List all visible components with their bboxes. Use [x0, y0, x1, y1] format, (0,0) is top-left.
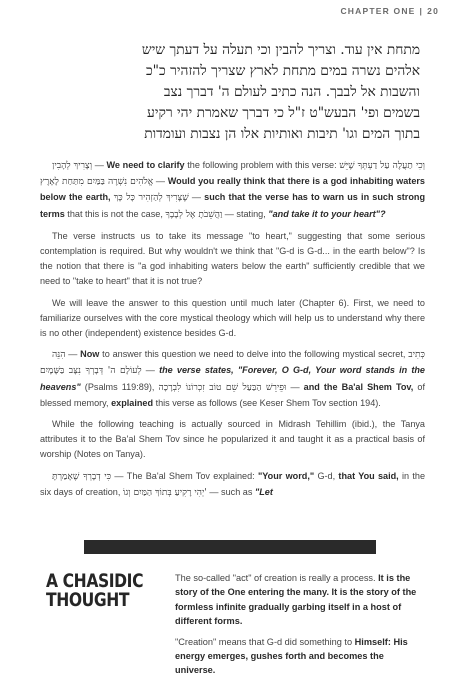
- text-run: that this is not the case,: [64, 208, 166, 219]
- hebrew-line: בשמים ופי' הבעש"ט ז"ל כי דברך שאמרת יהי רקיע: [147, 105, 420, 121]
- bold-phrase: We need to clarify: [106, 160, 185, 170]
- bold-phrase: that You said,: [338, 470, 399, 481]
- hebrew-line: והשבות אל לבבך. הנה כתיב לעולם ה' דברך נצב: [163, 84, 420, 100]
- hebrew-phrase: וְצָרִיךְ לְהָבִין: [52, 161, 93, 171]
- commentary-paragraph-3: We will leave the answer to this question until much later (Chapter 6). First, we need to familiarize ourselves with the core mystical theology which will help us to understand why there is no other (independent) existence besides G-d.: [40, 297, 425, 339]
- text-run: the following problem with this verse:: [184, 160, 340, 170]
- text-run: —: [153, 176, 168, 187]
- commentary-paragraph-1: [40, 158, 425, 223]
- text-run: (Psalms 119:89),: [80, 381, 159, 392]
- hebrew-phrase: שֶׁצָּרִיךְ לְהַזְהִיר כָּל כָּךְ: [113, 193, 189, 204]
- commentary-paragraph-4: [40, 347, 425, 411]
- hebrew-line: בתוך המים וגו' תיבות ואותיות אלו הן נצבות ועומדות: [144, 126, 420, 142]
- text-run: — such as: [206, 486, 255, 497]
- text-run: "Creation" means that G-d did something to: [175, 636, 355, 647]
- hebrew-line: מתחת אין עוד. וצריך להבין וכי תעלה על דעתך שיש: [141, 42, 420, 58]
- text-run: —: [141, 365, 160, 376]
- text-run: of blessed memory,: [40, 381, 425, 408]
- section-divider-bar: [84, 540, 376, 554]
- hebrew-source-text: [48, 40, 420, 145]
- bold-phrase: Now: [80, 349, 100, 360]
- commentary-paragraph-2: The verse instructs us to take its message "to heart," suggesting that some serious contemplation is required. But why wouldn't we think that "G-d is G-d... in the earth below"? Is the notion that there is "a god inhabiting waters below the earth" sufficiently credible that we need to "take to heart" that it is not true?: [40, 230, 425, 287]
- bold-phrase: Would you really think that there is a god inhabiting waters below the earth,: [40, 176, 425, 203]
- hebrew-phrase: כְּתִיב לְעוֹלָם ה' דְּבָרְךָ נִצָּב בַּשָּׁמָיִם: [40, 350, 425, 377]
- page-header: [340, 6, 439, 16]
- title-line: A CHASIDIC: [46, 570, 144, 592]
- commentary-paragraph-5: While the following teaching is actually sourced in Midrash Tehillim (ibid.), the Tanya attributes it to the Ba'al Shem Tov since he popularized it and taught it as a practical basis of worship (Notes on Tanya).: [40, 419, 425, 460]
- bold-phrase: It is the story of the One entering the many. It is the story of the formless infinite gradually garbing itself in a host of different forms.: [175, 573, 417, 627]
- chasidic-thought-title: [46, 572, 144, 610]
- header-separator: |: [419, 6, 424, 16]
- text-run: —: [286, 381, 304, 392]
- chasidic-thought-body: [175, 571, 425, 684]
- hebrew-line: אלהים נשרה במים מתחת לארץ שצריך להזהיר כ"כ: [145, 63, 420, 79]
- bold-phrase: and the Ba'al Shem Tov,: [303, 381, 414, 392]
- hebrew-phrase: כִּי דְבָרְךָ שֶׁאָמַרְתָּ: [52, 471, 112, 482]
- text-run: — stating,: [222, 208, 269, 219]
- text-run: —: [188, 192, 205, 203]
- commentary-body: [40, 158, 425, 507]
- text-run: —: [65, 349, 81, 360]
- bold-italic-phrase: "Let: [254, 486, 273, 497]
- bold-italic-phrase: "and take it to your heart"?: [268, 208, 386, 219]
- text-run: to answer this question we need to delve into the following mystical secret,: [99, 349, 409, 360]
- text-run: — The Ba'al Shem Tov explained:: [111, 470, 258, 481]
- chasidic-paragraph-2: [175, 635, 425, 678]
- bold-phrase: explained: [111, 397, 154, 408]
- page-number: 20: [427, 6, 439, 16]
- chasidic-paragraph-1: [175, 571, 425, 629]
- title-line: THOUGHT: [46, 589, 130, 611]
- text-run: in the six days of creation,: [40, 470, 425, 497]
- hebrew-phrase: וַהֲשֵׁבֹתָ אֶל לְבָבֶךָ: [165, 209, 223, 220]
- text-run: G-d,: [314, 470, 339, 481]
- hebrew-phrase: הִנֵּה: [52, 350, 66, 361]
- chapter-label: CHAPTER ONE: [340, 6, 416, 16]
- bold-phrase: "Your word,": [257, 470, 315, 481]
- text-run: this verse as follows (see Keser Shem Tov section 194).: [153, 397, 381, 408]
- hebrew-phrase: וְכִי תַעֲלֶה עַל דַעְתְּךָ שֶׁיֵּשׁ אֱלֹהִים נִשְׁרֶה בַּמַּיִם מִתַּחַת לָאָרֶץ: [40, 161, 425, 188]
- bold-italic-phrase: the verse states, "Forever, O G-d, Your word stands in the heavens": [40, 365, 425, 392]
- commentary-paragraph-6: [40, 469, 425, 501]
- hebrew-phrase: יְהִי רָקִיעַ בְּתוֹךְ הַמַּיִם וְגוֹ': [122, 487, 207, 498]
- text-run: The so-called "act" of creation is really a process.: [175, 573, 379, 583]
- bold-phrase: Himself: His energy emerges, gushes forth and becomes the universe.: [175, 636, 408, 676]
- bold-phrase: such that the verse has to warn us in such strong terms: [40, 192, 426, 219]
- text-run: —: [92, 160, 107, 170]
- hebrew-phrase: וּפֵירֵשׁ הַבַּעַל שֵׁם טוֹב זִכְרוֹנוֹ לִבְרָכָה: [158, 382, 287, 393]
